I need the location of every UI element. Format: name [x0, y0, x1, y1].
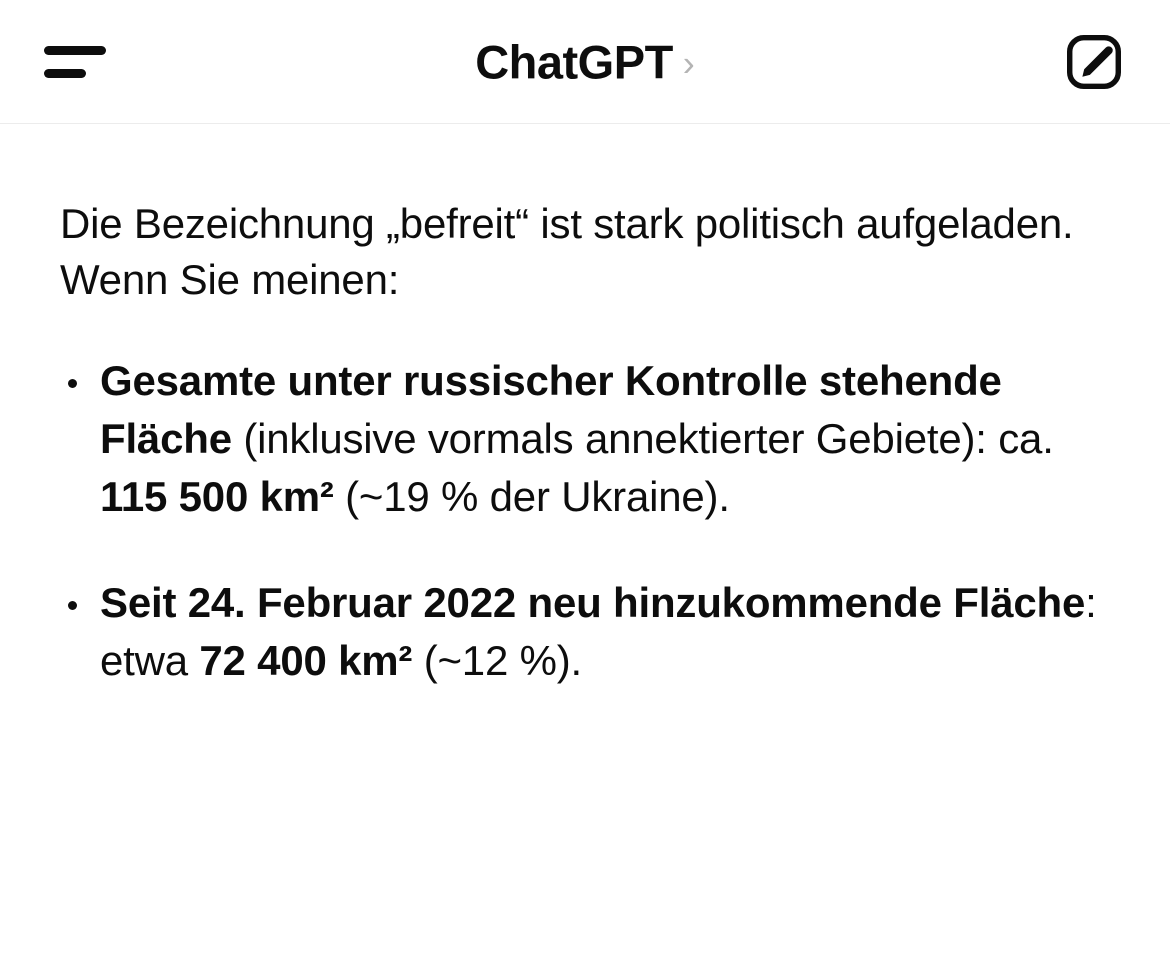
bullet-text: : etwa [100, 578, 1097, 684]
bullet-tail: (~19 % der Ukraine). [333, 472, 730, 520]
menu-bar-bottom [44, 69, 86, 78]
bullet-list [60, 352, 1110, 690]
bullet-bold-lead: Gesamte unter russischer Kontrolle stehende Fläche [100, 356, 1002, 462]
menu-bar-top [44, 46, 106, 55]
list-item [60, 352, 1110, 526]
compose-new-chat-icon[interactable] [1062, 30, 1126, 94]
bullet-bold-lead: Seit 24. Februar 2022 neu hinzukommende Fläche [100, 578, 1086, 626]
list-item [60, 574, 1110, 690]
bullet-tail: (~12 %). [412, 636, 582, 684]
header-title-group [0, 34, 1170, 89]
page-title[interactable]: ChatGPT [475, 35, 673, 88]
hamburger-menu-icon[interactable] [44, 34, 114, 90]
bullet-text: (inklusive vormals annektierter Gebiete): ca. [231, 414, 1054, 462]
app-header [0, 0, 1170, 124]
bullet-bold-value: 115 500 km² [100, 472, 334, 520]
chevron-right-icon[interactable]: › [682, 42, 695, 83]
message-body [0, 124, 1170, 689]
bullet-bold-value: 72 400 km² [199, 636, 413, 684]
intro-paragraph: Die Bezeichnung „befreit“ ist stark politisch aufgeladen. Wenn Sie meinen: [60, 200, 1074, 303]
